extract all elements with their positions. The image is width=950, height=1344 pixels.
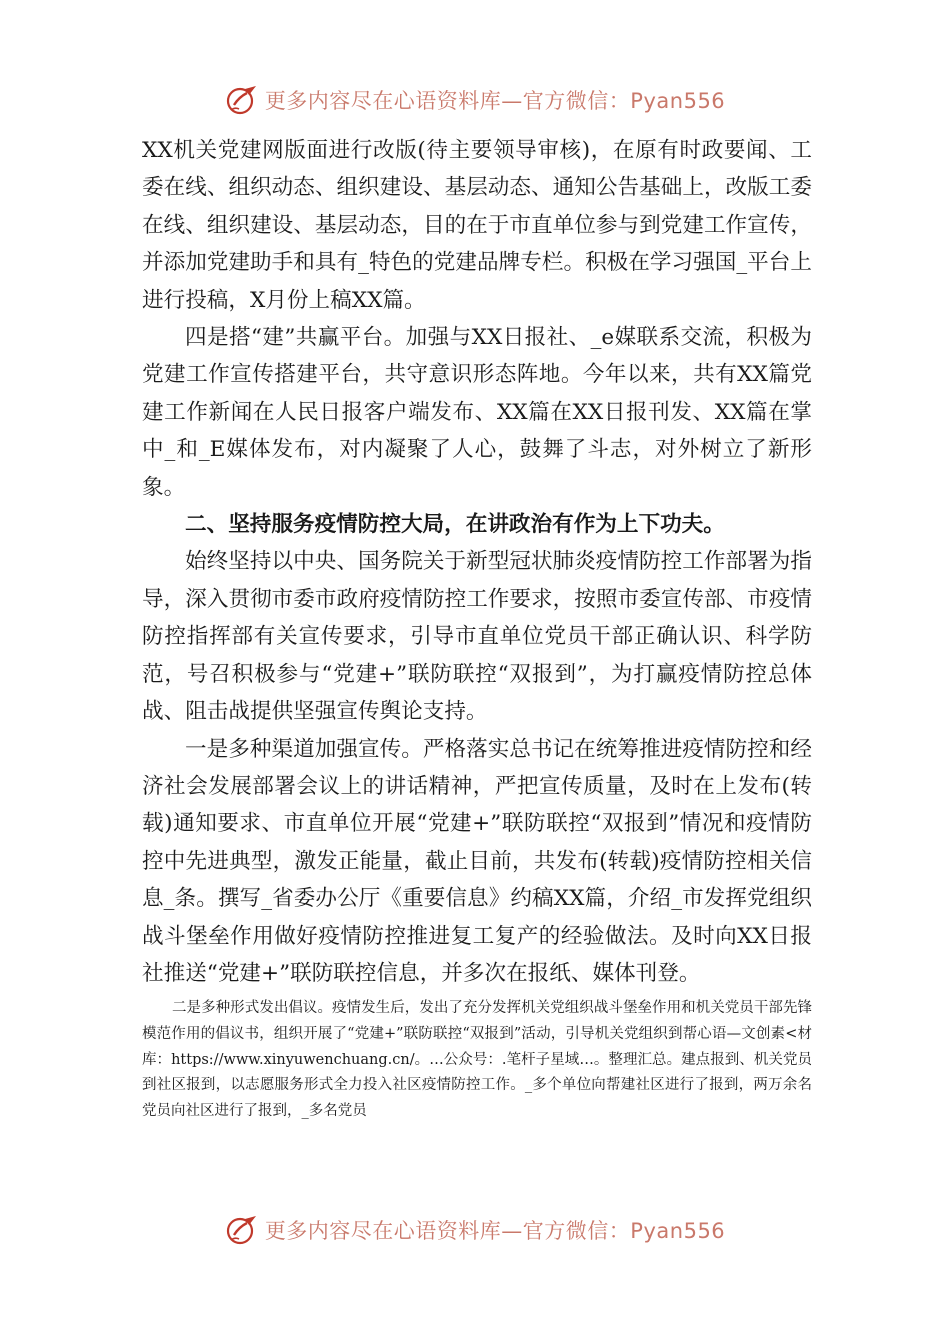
header-banner [0, 80, 950, 120]
document-body [142, 132, 812, 1124]
footer-banner [0, 1210, 950, 1250]
paragraph-epidemic-guidance: 始终坚持以中央、国务院关于新型冠状肺炎疫情防控工作部署为指导，深入贯彻市委市政府疫情防控工作要求，按照市委宣传部、市疫情防控指挥部有关宣传要求，引导市直单位党员干部正确认识、科学防范，号召积极参与“党建+”联防联控“双报到”，为打赢疫情防控总体战、阻击战提供坚强宣传舆论支持。 [142, 549, 812, 725]
paragraph-website-revision: XX机关党建网版面进行改版(待主要领导审核)，在原有时政要闻、工委在线、组织动态、组织建设、基层动态、通知公告基础上，改版工委在线、组织建设、基层动态，目的在于市直单位参与到党建工作宣传，并添加党建助手和具有_特色的党建品牌专栏。积极在学习强国_平台上进行投稿，X月份上稿XX篇。 [142, 138, 812, 313]
pen-circle-logo-icon [225, 1213, 259, 1247]
pen-circle-logo-icon [225, 83, 259, 117]
section-heading: 二、坚持服务疫情防控大局，在讲政治有作为上下功夫。 [185, 512, 725, 538]
paragraph-initiative: 二是多种形式发出倡议。疫情发生后，发出了充分发挥机关党组织战斗堡垒作用和机关党员干部先锋模范作用的倡议书，组织开展了“党建+”联防联控“双报到”活动，引导机关党组织到帮心语—文创素<材库：https://www.xinyuwenchuang.cn/。…公众号：.笔杆子星域…。整理汇总。建点报到、机关党员到社区报到，以志愿服务形式全力投入社区疫情防控工作。_多个单位向帮建社区进行了报到，两万余名党员向社区进行了报到，_多名党员 [142, 1000, 812, 1119]
footer-banner-text: 更多内容尽在心语资料库—官方微信：Pyan556 [264, 1219, 726, 1243]
paragraph-channels-publicity: 一是多种渠道加强宣传。严格落实总书记在统筹推进疫情防控和经济社会发展部署会议上的讲话精神，严把宣传质量，及时在上发布(转载)通知要求、市直单位开展“党建+”联防联控“双报到”情况和疫情防控中先进典型，激发正能量，截止目前，共发布(转载)疫情防控相关信息_条。撰写_省委办公厅《重要信息》约稿XX篇，介绍_市发挥党组织战斗堡垒作用做好疫情防控推进复工复产的经验做法。及时向XX日报社推送“党建+”联防联控信息，并多次在报纸、媒体刊登。 [142, 736, 812, 986]
paragraph-build-platform: 四是搭“建”共赢平台。加强与XX日报社、_e媒联系交流，积极为党建工作宣传搭建平台，共守意识形态阵地。今年以来，共有XX篇党建工作新闻在人民日报客户端发布、XX篇在XX日报刊发、XX篇在掌中_和_E媒体发布，对内凝聚了人心，鼓舞了斗志，对外树立了新形象。 [142, 325, 812, 500]
header-banner-text: 更多内容尽在心语资料库—官方微信：Pyan556 [264, 89, 726, 113]
